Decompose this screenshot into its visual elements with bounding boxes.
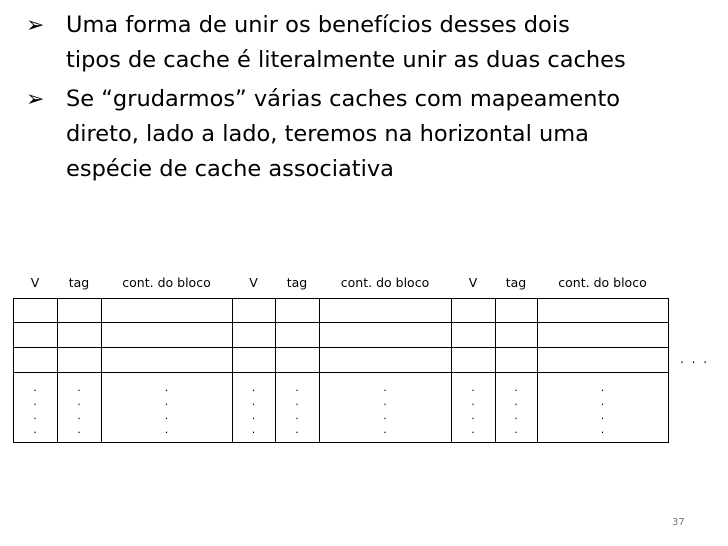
table-cell xyxy=(101,322,233,348)
column-header: cont. do bloco xyxy=(340,275,430,290)
dot: . xyxy=(33,409,37,422)
dot: . xyxy=(514,381,518,394)
dot: . xyxy=(33,381,37,394)
dot: . xyxy=(383,395,387,408)
dot: . xyxy=(471,381,475,394)
table-cell xyxy=(319,322,452,348)
dot: . xyxy=(295,381,299,394)
dot: . xyxy=(600,409,605,422)
dot: . xyxy=(514,409,518,422)
dot: . xyxy=(77,395,81,408)
arrow-bullet-icon: ➢ xyxy=(26,87,45,112)
dot: . xyxy=(471,409,475,422)
dot: . xyxy=(164,423,169,436)
dot: . xyxy=(295,395,299,408)
table-cell xyxy=(57,347,102,373)
table-cell xyxy=(232,298,276,323)
table-cell xyxy=(101,298,233,323)
vertical-dots xyxy=(165,381,169,437)
table-cell xyxy=(57,322,102,348)
dot: . xyxy=(600,395,605,408)
dot: . xyxy=(383,409,387,422)
column-header: cont. do bloco xyxy=(122,275,211,290)
dot: . xyxy=(600,423,605,436)
dot: . xyxy=(164,409,169,422)
table-cell xyxy=(275,298,320,323)
table-cell xyxy=(537,322,669,348)
dot: . xyxy=(251,395,256,408)
table-cell xyxy=(275,322,320,348)
vertical-dots xyxy=(383,381,387,437)
page-number: 37 xyxy=(672,517,685,528)
column-header: tag xyxy=(286,275,308,290)
vertical-dots xyxy=(33,381,37,437)
dot: . xyxy=(33,395,37,408)
continuation-ellipsis: . . . xyxy=(680,352,710,366)
vertical-dots xyxy=(514,381,518,437)
table-cell xyxy=(495,322,538,348)
bullet-text-line: Se “grudarmos” várias caches com mapeamento xyxy=(66,86,621,112)
table-cell xyxy=(451,322,496,348)
table-cell xyxy=(275,347,320,373)
dot: . xyxy=(77,381,81,394)
table-cell xyxy=(232,322,276,348)
dot: . xyxy=(383,423,387,436)
column-header: V xyxy=(468,275,478,290)
dot: . xyxy=(77,409,81,422)
table-cell xyxy=(451,347,496,373)
arrow-bullet-icon: ➢ xyxy=(26,13,45,38)
dot: . xyxy=(251,423,256,436)
dot: . xyxy=(600,381,605,394)
dot: . xyxy=(164,381,169,394)
column-header: cont. do bloco xyxy=(558,275,647,290)
table-cell xyxy=(451,298,496,323)
dot: . xyxy=(33,423,37,436)
table-cell xyxy=(13,347,58,373)
vertical-dots xyxy=(252,381,256,437)
dot: . xyxy=(295,423,299,436)
table-cell xyxy=(319,298,452,323)
table-cell xyxy=(537,347,669,373)
dot: . xyxy=(164,395,169,408)
table-cell xyxy=(495,298,538,323)
table-cell xyxy=(13,322,58,348)
vertical-dots xyxy=(601,381,605,437)
vertical-dots xyxy=(295,381,299,437)
table-cell xyxy=(13,298,58,323)
dot: . xyxy=(77,423,81,436)
column-header: tag xyxy=(68,275,90,290)
vertical-dots xyxy=(471,381,475,437)
dot: . xyxy=(251,381,256,394)
bullet-text-line: direto, lado a lado, teremos na horizontal uma xyxy=(66,121,589,147)
table-cell xyxy=(319,347,452,373)
dot: . xyxy=(251,409,256,422)
table-cell xyxy=(57,298,102,323)
column-header: V xyxy=(249,275,258,290)
bullet-text-line: espécie de cache associativa xyxy=(66,156,394,182)
dot: . xyxy=(471,395,475,408)
column-header: V xyxy=(30,275,40,290)
column-header: tag xyxy=(505,275,527,290)
dot: . xyxy=(295,409,299,422)
table-cell xyxy=(232,347,276,373)
dot: . xyxy=(471,423,475,436)
table-cell xyxy=(495,347,538,373)
dot: . xyxy=(383,381,387,394)
dot: . xyxy=(514,395,518,408)
dot: . xyxy=(514,423,518,436)
bullet-text-line: tipos de cache é literalmente unir as duas caches xyxy=(66,47,626,73)
vertical-dots xyxy=(77,381,81,437)
table-cell xyxy=(537,298,669,323)
table-cell xyxy=(101,347,233,373)
bullet-text-line: Uma forma de unir os benefícios desses dois xyxy=(66,12,570,38)
